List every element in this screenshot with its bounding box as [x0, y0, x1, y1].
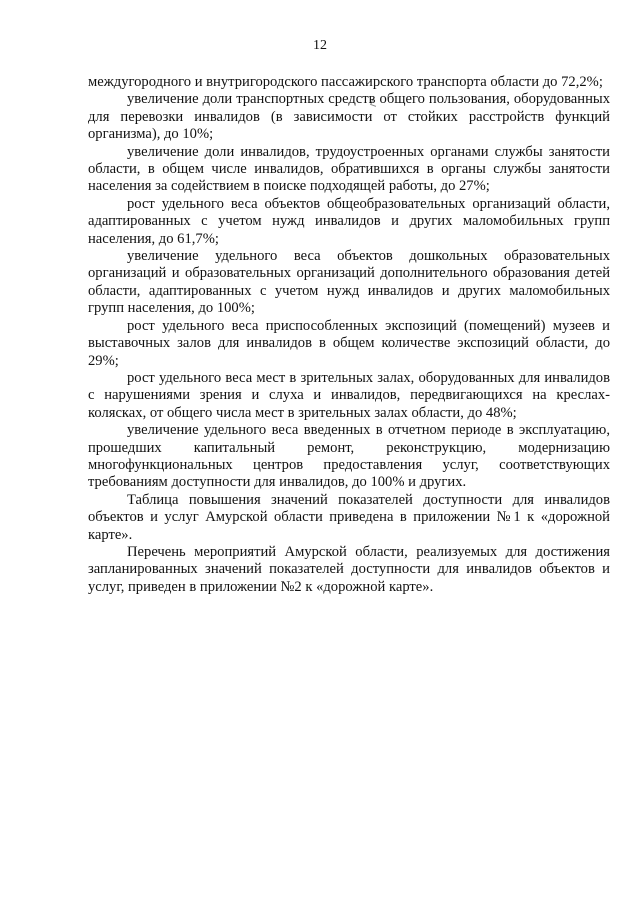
paragraph-transport-vehicles: увеличение доли транспортных средств общего пользования, оборудованных для перевозки инвалидов (в зависимости от стойких расстройств функций организма), до 10%;	[88, 91, 610, 143]
paragraph-auditoriums: рост удельного веса мест в зрительных залах, оборудованных для инвалидов с нарушениями зрения и слуха и инвалидов, передвигающихся на креслах-колясках, от общего числа мест в зрительных залах области, до 48%;	[88, 369, 610, 421]
paragraph-general-education: рост удельного веса объектов общеобразовательных организаций области, адаптированных с учетом нужд инвалидов и других маломобильных групп населения, до 61,7%;	[88, 195, 610, 247]
paragraph-continuation: междугородного и внутригородского пассажирского транспорта области до 72,2%;	[88, 74, 603, 90]
paragraph-preschool-education: увеличение удельного веса объектов дошкольных образовательных организаций и образовательных организаций дополнительного образования детей области, адаптированных с учетом нужд инвалидов и других маломобильных групп населения, до 100%;	[88, 248, 610, 317]
paragraph-appendix-1: Таблица повышения значений показателей доступности для инвалидов объектов и услуг Амурской области приведена в приложении №1 к «дорожной карте».	[88, 491, 610, 543]
paragraph-appendix-2: Перечень мероприятий Амурской области, реализуемых для достижения запланированных значений показателей доступности для инвалидов объектов и услуг, приведен в приложении №2 к «дорожной карте».	[88, 543, 610, 595]
paragraph-museums: рост удельного веса приспособленных экспозиций (помещений) музеев и выставочных залов для инвалидов в общем количестве экспозиций области, до 29%;	[88, 317, 610, 369]
page-number: 12	[313, 38, 327, 53]
document-body	[88, 74, 610, 596]
paragraph-employment: увеличение доли инвалидов, трудоустроенных органами службы занятости области, в общем числе инвалидов, обратившихся в органы службы занятости населения за содействием в поиске подходящей работы, до 27%;	[88, 143, 610, 195]
paragraph-service-centers: увеличение удельного веса введенных в отчетном периоде в эксплуатацию, прошедших капитальный ремонт, реконструкцию, модернизацию многофункциональных центров предоставления услуг, соответствующих требованиям доступности для инвалидов, до 100% и других.	[88, 422, 610, 491]
